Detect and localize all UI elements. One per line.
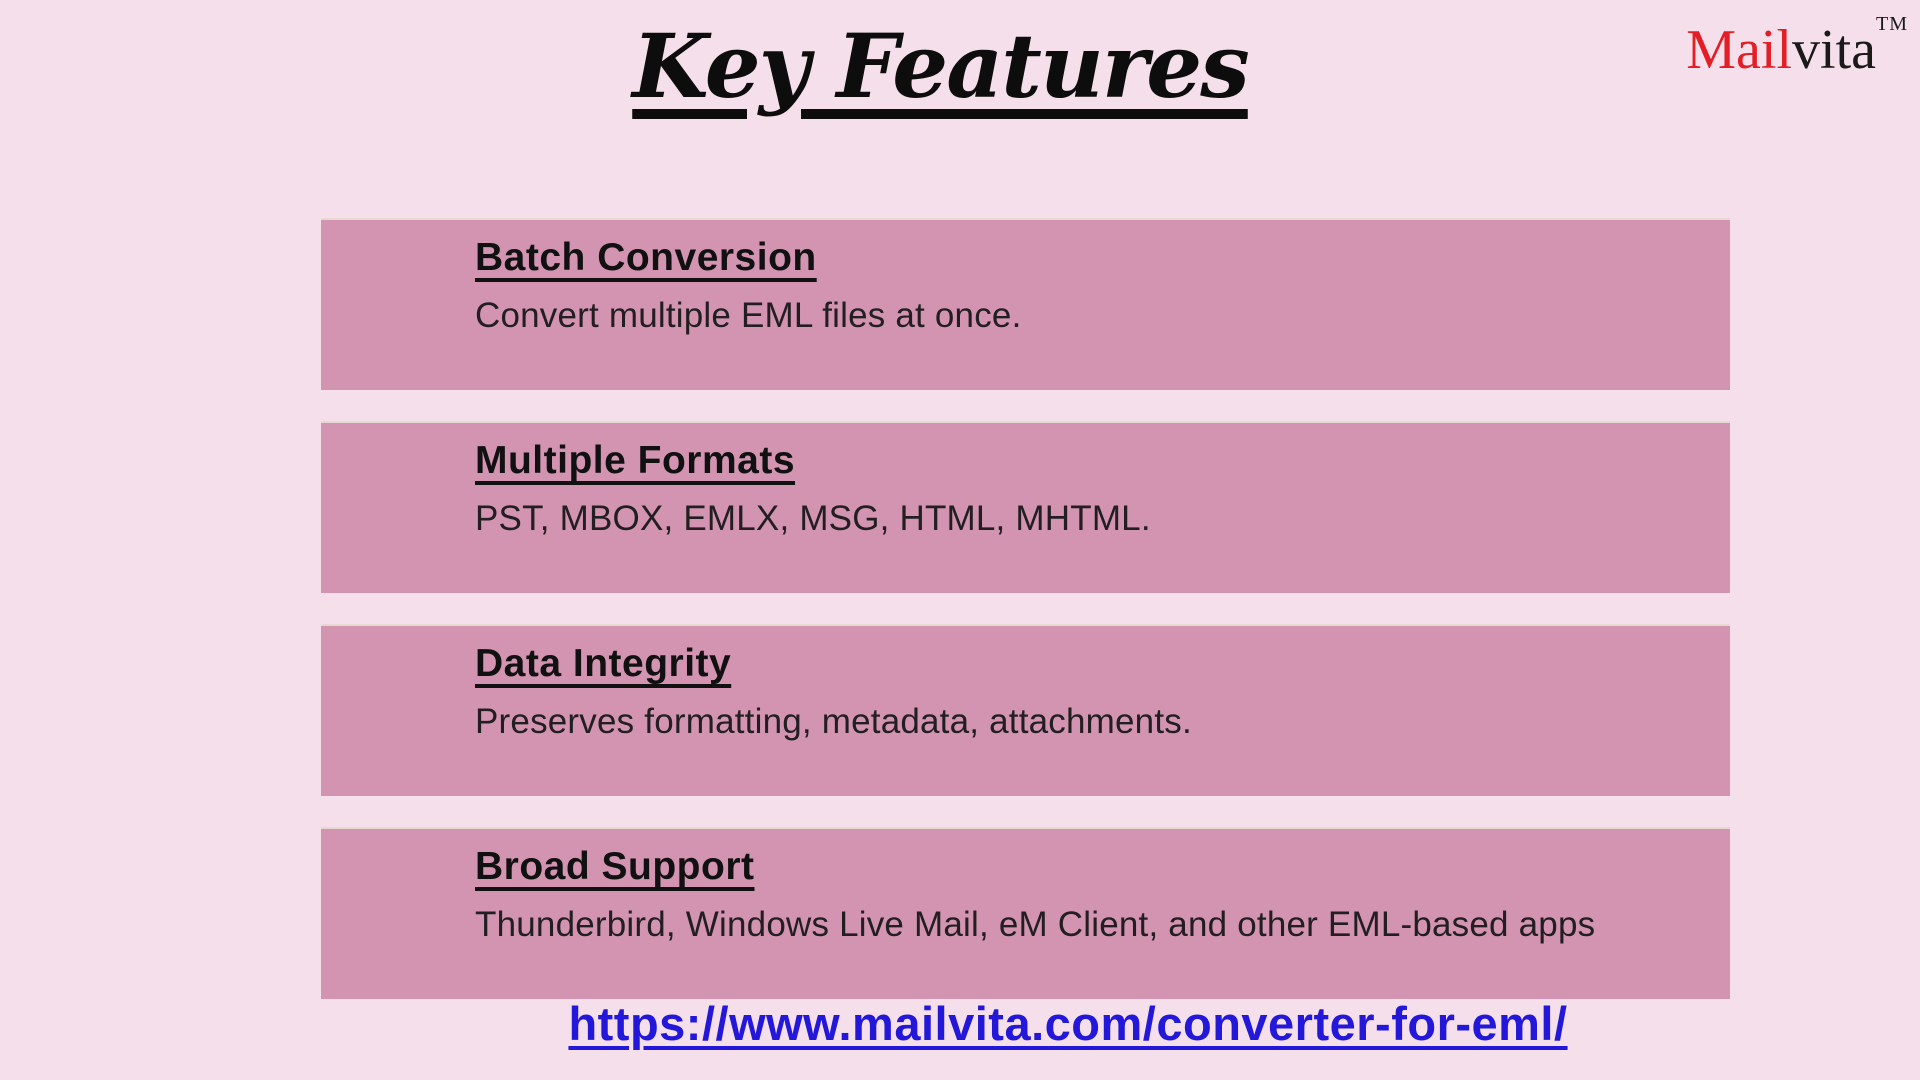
feature-title: Multiple Formats bbox=[475, 439, 796, 482]
feature-description: PST, MBOX, EMLX, MSG, HTML, MHTML. bbox=[475, 499, 1151, 538]
feature-title: Broad Support bbox=[475, 845, 755, 888]
feature-card-multiple-formats bbox=[321, 421, 1730, 593]
logo-text-mail: Mail bbox=[1686, 19, 1793, 81]
logo-text-vita: vita bbox=[1792, 19, 1876, 81]
feature-title: Batch Conversion bbox=[475, 236, 817, 279]
page-title: Key Features bbox=[632, 14, 1248, 118]
feature-description: Preserves formatting, metadata, attachments. bbox=[475, 702, 1192, 741]
feature-description: Thunderbird, Windows Live Mail, eM Client, and other EML-based apps bbox=[475, 905, 1596, 944]
feature-card-batch-conversion bbox=[321, 218, 1730, 390]
mailvita-logo bbox=[1686, 13, 1908, 81]
feature-card-data-integrity bbox=[321, 624, 1730, 796]
feature-list bbox=[321, 218, 1730, 999]
feature-title: Data Integrity bbox=[475, 642, 732, 685]
feature-description: Convert multiple EML files at once. bbox=[475, 296, 1022, 335]
feature-card-broad-support bbox=[321, 827, 1730, 999]
logo-trademark: TM bbox=[1876, 13, 1908, 35]
website-link[interactable]: https://www.mailvita.com/converter-for-eml/ bbox=[568, 997, 1568, 1050]
